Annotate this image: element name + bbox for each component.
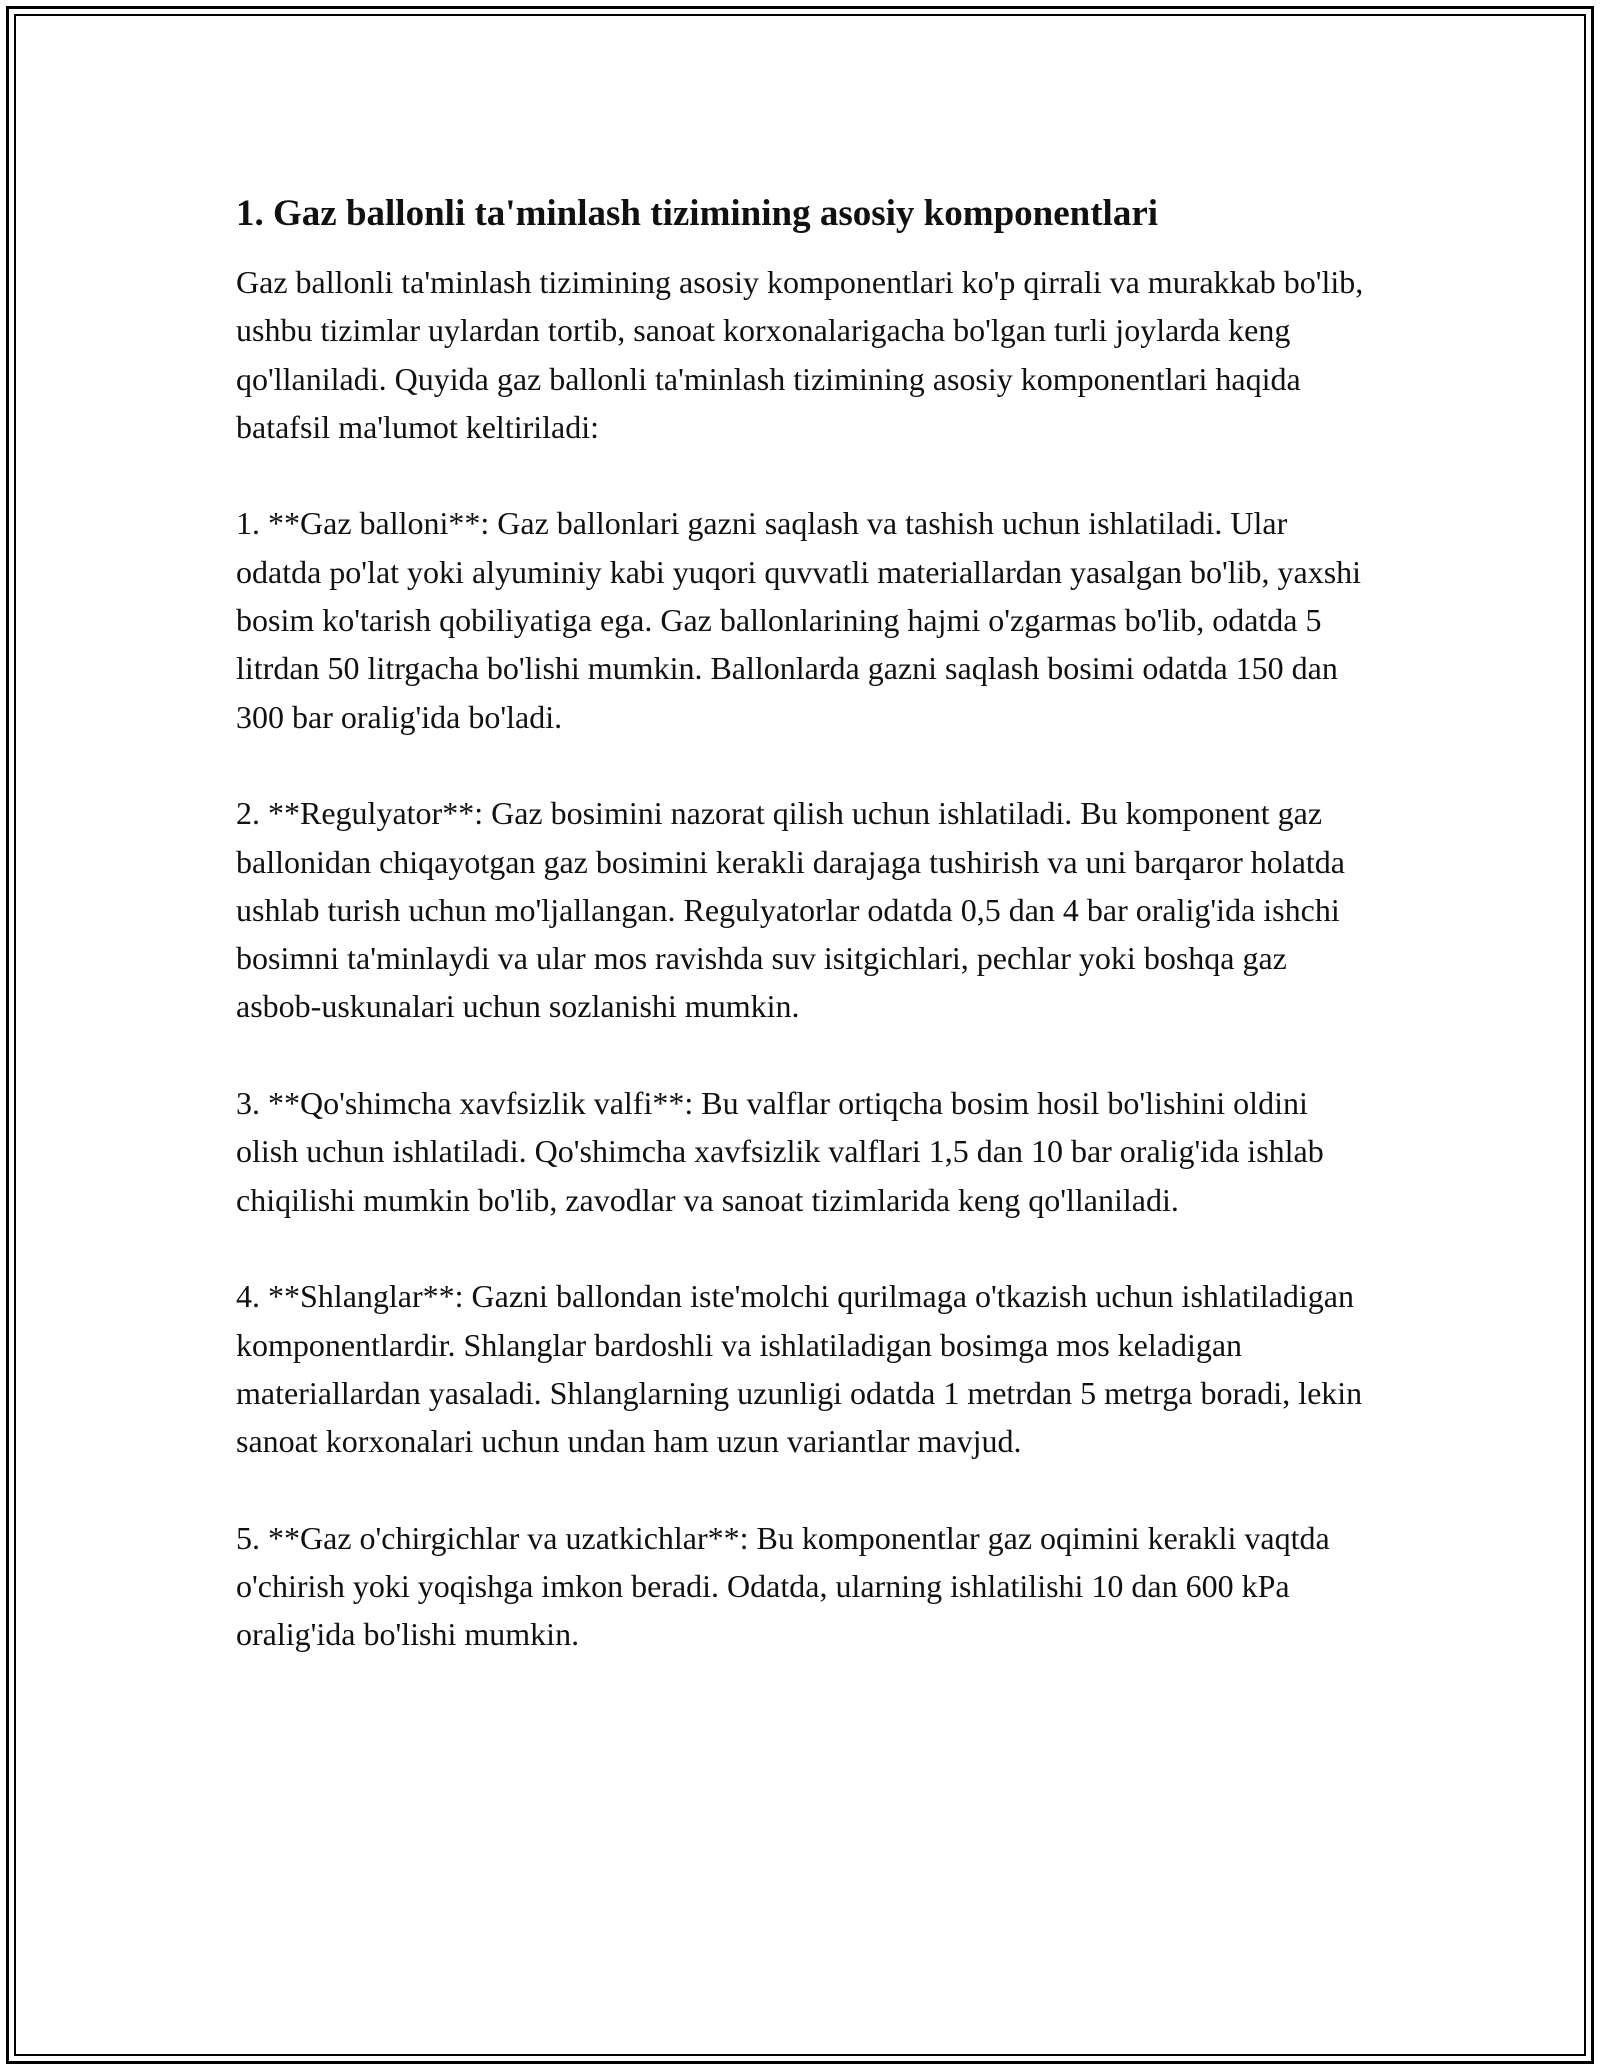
intro-paragraph: Gaz ballonli ta'minlash tizimining asosiy komponentlari ko'p qirrali va murakkab bo'lib, ushbu tizimlar uylardan tortib, sanoat korxonalarigacha bo'lgan turli joylarda keng qo'llaniladi. Quyida gaz ballonli ta'minlash tizimining asosiy komponentlari haqida batafsil ma'lumot keltiriladi: — [236, 264, 1364, 445]
section-heading: 1. Gaz ballonli ta'minlash tizimining asosiy komponentlari — [236, 193, 1159, 234]
list-item-safety-valve: 3. **Qo'shimcha xavfsizlik valfi**: Bu valflar ortiqcha bosim hosil bo'lishini oldini olish uchun ishlatiladi. Qo'shimcha xavfsizlik valflari 1,5 dan 10 bar oralig'ida ishlab chiqilishi mumkin bo'lib, zavodlar va sanoat tizimlarida keng qo'llaniladi. — [236, 1085, 1324, 1218]
list-item-gas-cylinder: 1. **Gaz balloni**: Gaz ballonlari gazni saqlash va tashish uchun ishlatiladi. Ular odatda po'lat yoki alyuminiy kabi yuqori quvvatli materiallardan yasalgan bo'lib, yaxshi bosim ko'tarish qobiliyatiga ega. Gaz ballonlarining hajmi o'zgarmas bo'lib, odatda 5 litrdan 50 litrgacha bo'lishi mumkin. Ballonlarda gazni saqlash bosimi odatda 150 dan 300 bar oralig'ida bo'ladi. — [236, 505, 1362, 735]
list-item-regulator: 2. **Regulyator**: Gaz bosimini nazorat qilish uchun ishlatiladi. Bu komponent gaz ballonidan chiqayotgan gaz bosimini kerakli darajaga tushirish va uni barqaror holatda ushlab turish uchun mo'ljallangan. Regulyatorlar odatda 0,5 dan 4 bar oralig'ida ishchi bosimni ta'minlaydi va ular mos ravishda suv isitgichlari, pechlar yoki boshqa gaz asbob-uskunalari uchun sozlanishi mumkin. — [236, 795, 1345, 1025]
list-item-gas-shutoffs: 5. **Gaz o'chirgichlar va uzatkichlar**: Bu komponentlar gaz oqimini kerakli vaqtda o'chirish yoki yoqishga imkon beradi. Odatda, ularning ishlatilishi 10 dan 600 kPa oralig'ida bo'lishi mumkin. — [236, 1519, 1330, 1653]
list-item-hoses: 4. **Shlanglar**: Gazni ballondan iste'molchi qurilmaga o'tkazish uchun ishlatiladigan komponentlardir. Shlanglar bardoshli va ishlatiladigan bosimga mos keladigan materiallardan yasaladi. Shlanglarning uzunligi odatda 1 metrdan 5 metrga boradi, lekin sanoat korxonalari uchun undan ham uzun variantlar mavjud. — [236, 1278, 1363, 1460]
document-body — [236, 188, 1376, 1659]
